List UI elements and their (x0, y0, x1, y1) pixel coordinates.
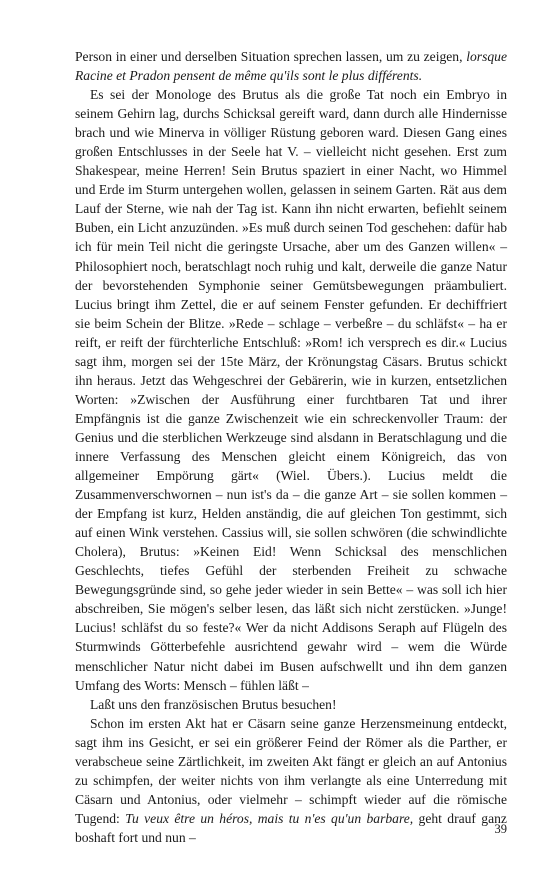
text-run: Es sei der Monologe des Brutus als die große Tat noch ein Embryo in seinem Gehirn lag, durchs Schicksal gereift ward, dann durch alle Hindernisse brach und wie Minerva in völliger Rüstung geboren ward. Diesen Gang eines großen Entschlusses in der Seele hat V. – vielleicht nicht gesehen. Erst zum Shakespear, meine Herren! Sein Brutus spaziert in einer Nacht, wo Himmel und Erde im Sturm untergehen wollen, gelassen in seinem Garten. Rät aus dem Lauf der Sterne, wie nah der Tag ist. Kann ihn nicht erwarten, befiehlt seinem Buben, ein Licht anzuzünden. »Es muß durch seinen Tod geschehen: dafür hab ich für mein Teil nicht die geringste Ursache, aber um des Ganzen willen« – Philosophiert noch, beratschlagt noch ruhig und kalt, derweile die ganze Natur der bevorstehenden Symphonie seiner Gemütsbewegungen präambuliert. Lucius bringt ihm Zettel, die er auf seinem Fenster gefunden. Er dechiffriert sie beim Schein der Blitze. »Rede – schlage – verbeßre – du schläfst« – ha er reift, er reift der fürchterliche Entschluß: »Rom! ich versprech es dir.« Lucius sagt ihm, morgen sei der 15te März, der Krönungstag Cäsars. Brutus schickt ihn heraus. Jetzt das Wehgeschrei der Gebärerin, wie in kurzen, entsetzlichen Worten: »Zwischen der Ausführung einer furchtbaren Tat und ihrer Empfängnis ist die ganze Zwischenzeit wie ein schreckenvoller Traum: der Genius und die sterblichen Werkzeuge sind alsdann in Beratschlagung und die innere Verfassung des Menschen gleicht einem Königreich, das von allgemeiner Empörung gärt« (Wiel. Übers.). Lucius meldt die Zusammenverschwornen – nun ist's da – die ganze Art – sie sollen kommen – der Empfang ist kurz, Helden anständig, die auf gleichen Ton gestimmt, sich auf einen Wink verstehen. Cassius will, sie sollen schwören (die schwindlichte Cholera), Brutus: »Keinen Eid! Wenn Schicksal des menschlichen Geschlechts, tiefes Gefühl der sterbenden Freiheit zu schwache Bewegungsgründe sind, so gehe jeder wieder in sein Bette« – was soll ich hier abschreiben, Sie mögen's selber lesen, das läßt sich nicht zerstücken. »Junge! Lucius! schläfst du so feste?« Wer da nicht Addisons Seraph auf Flügeln des Sturmwinds Götterbefehle ausrichtend gewahr wird – wem die Würde menschlicher Natur nicht dabei im Busen aufschwellt und ihn dem ganzen Umfang des Worts: Mensch – fühlen läßt – (75, 87, 507, 693)
italic-run: Tu veux être un héros, mais tu n'es qu'un barbare, (125, 810, 414, 826)
page-number: 39 (494, 822, 507, 836)
paragraph-2 (75, 85, 507, 695)
text-run: Laßt uns den französischen Brutus besuchen! (90, 696, 337, 712)
paragraph-3 (75, 695, 507, 714)
body-text (75, 47, 507, 847)
text-run: Schon im ersten Akt hat er Cäsarn seine ganze Herzensmeinung entdeckt, sagt ihm ins Gesicht, er sei ein größerer Feind der Römer als die Parther, er verabscheue seine Zärtlichkeit, im zweiten Akt fängt er gleich an auf Antonius zu schimpfen, der weiter nichts von ihm verlangte als eine Unterredung mit Cäsarn und Antonius, oder vielmehr – schimpft wieder auf die römische Tugend: (75, 715, 507, 826)
text-run: geht drauf ganz boshaft fort und nun – (75, 810, 507, 845)
paragraph-1 (75, 47, 507, 85)
text-run: Person in einer und derselben Situation sprechen lassen, um zu zeigen, (75, 49, 467, 64)
italic-run: lorsque Racine et Pradon pensent de même qu'ils sont le plus différents. (75, 49, 507, 84)
